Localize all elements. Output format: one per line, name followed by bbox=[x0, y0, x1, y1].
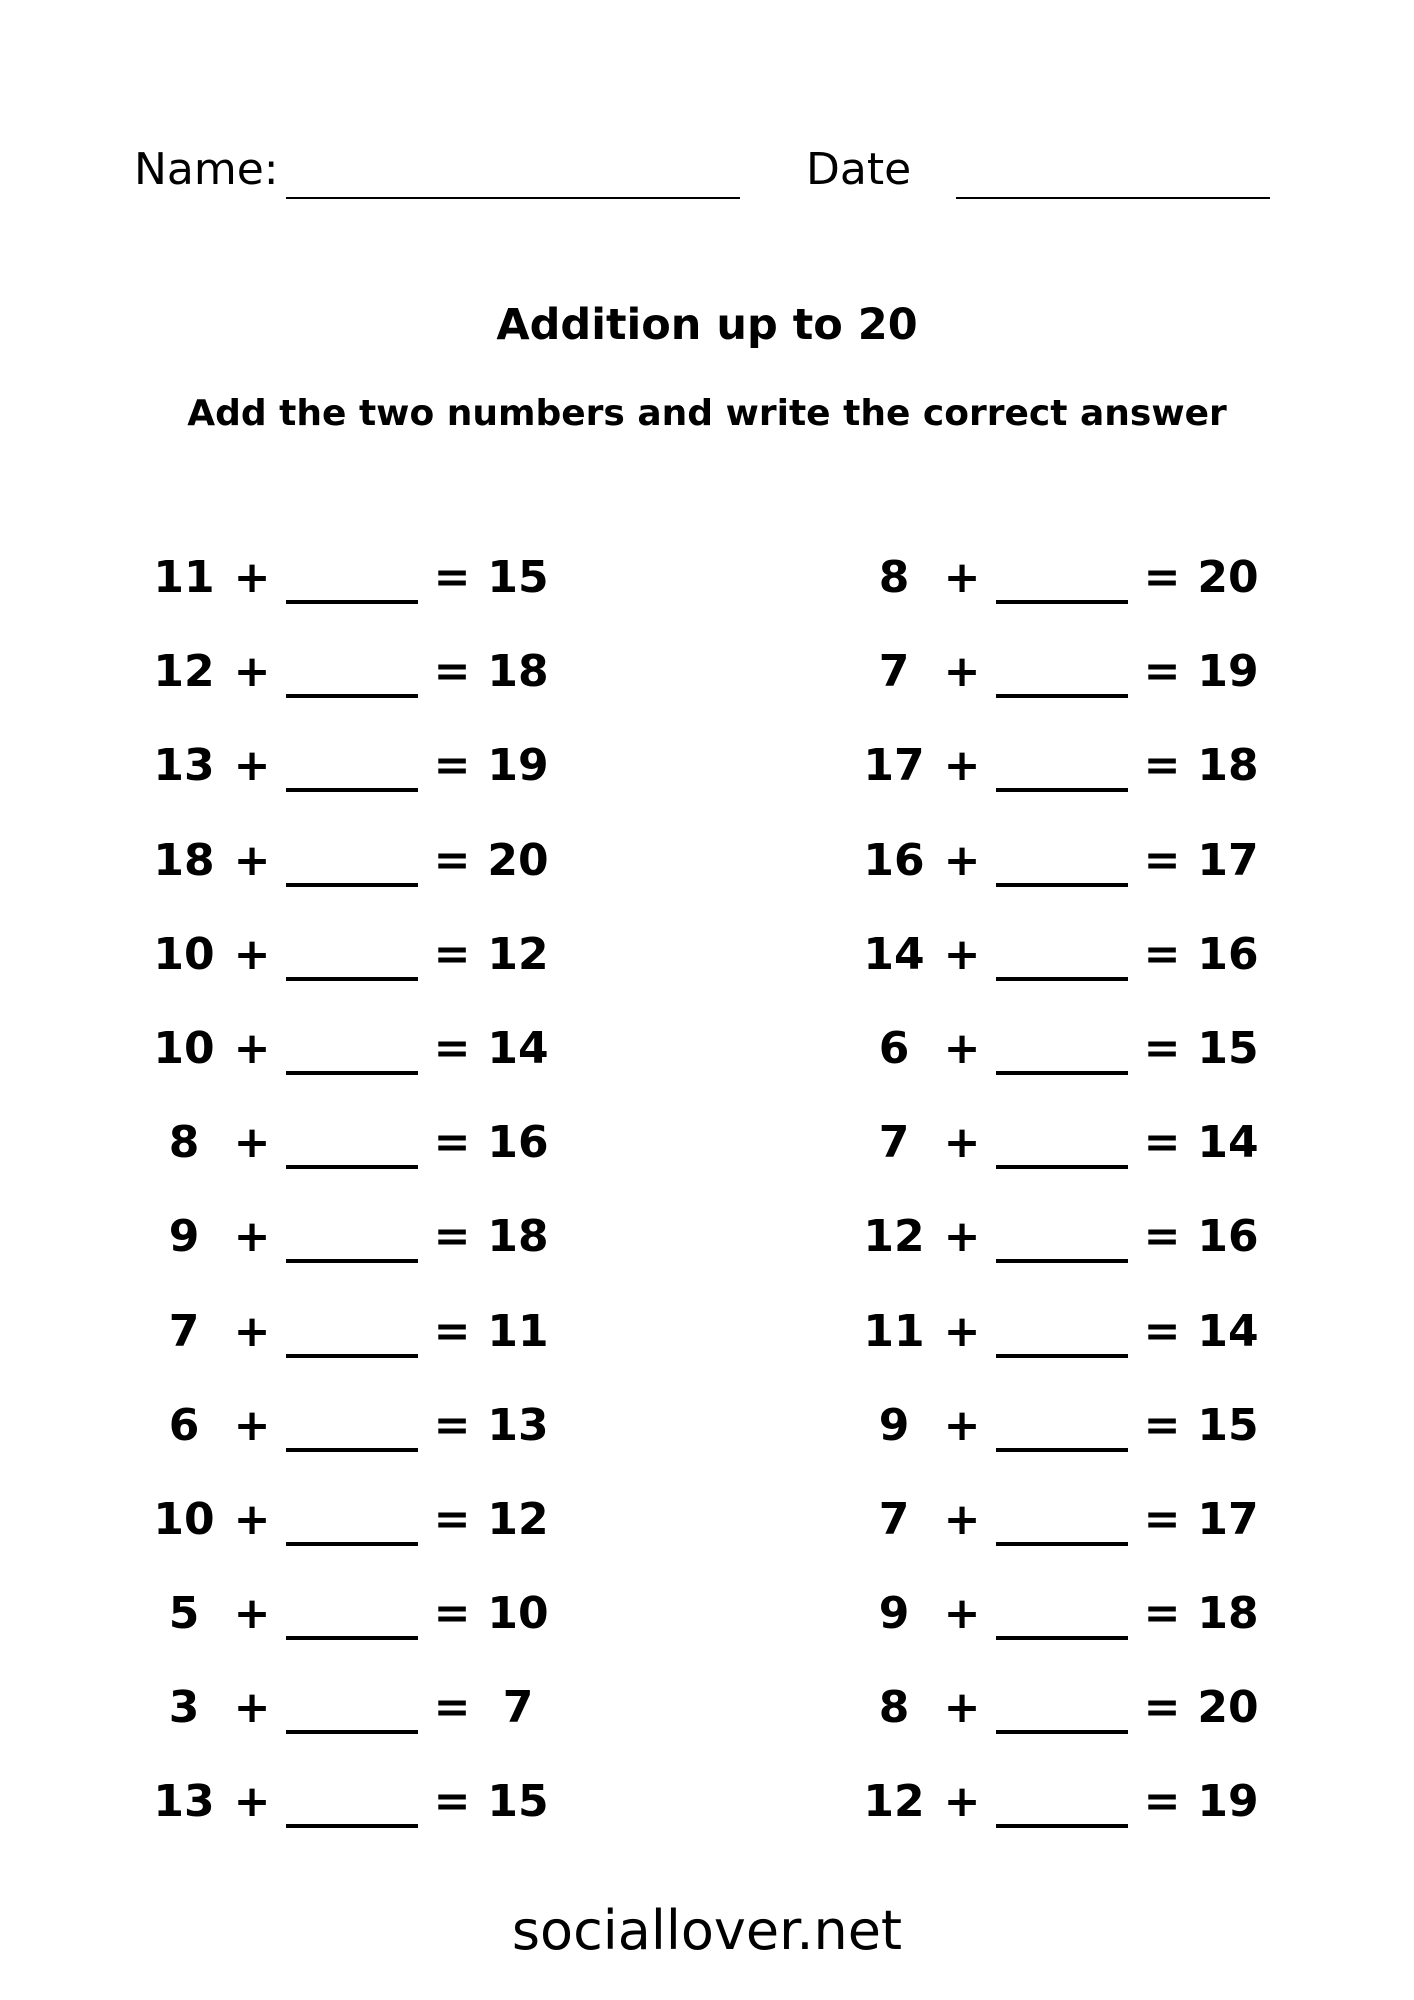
problem-row bbox=[850, 1396, 1410, 1490]
plus-sign: + bbox=[943, 834, 981, 886]
plus-sign: + bbox=[233, 740, 271, 792]
equals-sign: = bbox=[433, 1682, 471, 1734]
plus-sign: + bbox=[233, 1211, 271, 1263]
plus-sign: + bbox=[233, 1022, 271, 1074]
problem-row bbox=[850, 1113, 1410, 1207]
sum: 16 bbox=[1197, 1211, 1259, 1263]
answer-blank[interactable] bbox=[996, 1165, 1128, 1169]
problem-row bbox=[850, 548, 1410, 642]
problem-row bbox=[140, 548, 700, 642]
plus-sign: + bbox=[943, 1493, 981, 1545]
problems-column-left bbox=[140, 548, 700, 1867]
addend: 10 bbox=[153, 928, 215, 980]
answer-blank[interactable] bbox=[996, 1448, 1128, 1452]
equals-sign: = bbox=[433, 1399, 471, 1451]
equals-sign: = bbox=[1143, 1022, 1181, 1074]
answer-blank[interactable] bbox=[996, 600, 1128, 604]
answer-blank[interactable] bbox=[286, 788, 418, 792]
addend: 13 bbox=[153, 740, 215, 792]
sum: 17 bbox=[1197, 1493, 1259, 1545]
addend: 6 bbox=[168, 1399, 200, 1451]
equals-sign: = bbox=[433, 1493, 471, 1545]
answer-blank[interactable] bbox=[286, 600, 418, 604]
equals-sign: = bbox=[1143, 834, 1181, 886]
addend: 7 bbox=[878, 1493, 910, 1545]
problem-row bbox=[850, 1772, 1410, 1866]
sum: 13 bbox=[487, 1399, 549, 1451]
answer-blank[interactable] bbox=[286, 1824, 418, 1828]
addend: 8 bbox=[878, 1682, 910, 1734]
problem-row bbox=[850, 831, 1410, 925]
addend: 11 bbox=[153, 552, 215, 603]
equals-sign: = bbox=[433, 834, 471, 886]
answer-blank[interactable] bbox=[996, 1071, 1128, 1075]
plus-sign: + bbox=[233, 1682, 271, 1734]
answer-blank[interactable] bbox=[286, 883, 418, 887]
sum: 16 bbox=[487, 1117, 549, 1169]
answer-blank[interactable] bbox=[996, 1542, 1128, 1546]
problem-row bbox=[850, 642, 1410, 736]
equals-sign: = bbox=[433, 740, 471, 792]
answer-blank[interactable] bbox=[286, 694, 418, 698]
addend: 7 bbox=[878, 1117, 910, 1169]
sum: 14 bbox=[1197, 1117, 1259, 1169]
addend: 12 bbox=[153, 646, 215, 698]
sum: 16 bbox=[1197, 928, 1259, 980]
equals-sign: = bbox=[433, 646, 471, 698]
problem-row bbox=[140, 1113, 700, 1207]
problem-row bbox=[850, 1207, 1410, 1301]
worksheet-title: Addition up to 20 bbox=[496, 300, 918, 350]
addend: 9 bbox=[878, 1399, 910, 1451]
plus-sign: + bbox=[943, 1682, 981, 1734]
plus-sign: + bbox=[943, 1211, 981, 1263]
addend: 14 bbox=[863, 928, 925, 980]
answer-blank[interactable] bbox=[286, 1259, 418, 1263]
sum: 12 bbox=[487, 928, 549, 980]
sum: 20 bbox=[1197, 1682, 1259, 1734]
name-label: Name: bbox=[134, 144, 279, 195]
equals-sign: = bbox=[433, 552, 471, 603]
problems-column-right bbox=[850, 548, 1410, 1867]
addend: 3 bbox=[168, 1682, 200, 1734]
sum: 20 bbox=[487, 834, 549, 886]
answer-blank[interactable] bbox=[996, 694, 1128, 698]
answer-blank[interactable] bbox=[996, 1354, 1128, 1358]
addend: 6 bbox=[878, 1022, 910, 1074]
equals-sign: = bbox=[1143, 1682, 1181, 1734]
plus-sign: + bbox=[943, 1776, 981, 1828]
sum: 19 bbox=[1197, 1776, 1259, 1828]
equals-sign: = bbox=[1143, 1493, 1181, 1545]
addend: 13 bbox=[153, 1776, 215, 1828]
problem-row bbox=[140, 1019, 700, 1113]
answer-blank[interactable] bbox=[286, 1636, 418, 1640]
sum: 10 bbox=[487, 1588, 549, 1640]
answer-blank[interactable] bbox=[996, 1259, 1128, 1263]
answer-blank[interactable] bbox=[286, 1730, 418, 1734]
equals-sign: = bbox=[1143, 1776, 1181, 1828]
addend: 9 bbox=[168, 1211, 200, 1263]
equals-sign: = bbox=[1143, 1117, 1181, 1169]
plus-sign: + bbox=[943, 552, 981, 603]
equals-sign: = bbox=[1143, 552, 1181, 603]
answer-blank[interactable] bbox=[996, 1636, 1128, 1640]
addend: 8 bbox=[878, 552, 910, 603]
answer-blank[interactable] bbox=[996, 1824, 1128, 1828]
problem-row bbox=[850, 1019, 1410, 1113]
equals-sign: = bbox=[433, 1588, 471, 1640]
addend: 18 bbox=[153, 834, 215, 886]
sum: 19 bbox=[487, 740, 549, 792]
addend: 5 bbox=[168, 1588, 200, 1640]
equals-sign: = bbox=[1143, 646, 1181, 698]
problem-row bbox=[140, 736, 700, 830]
date-label: Date bbox=[806, 144, 912, 195]
plus-sign: + bbox=[233, 646, 271, 698]
addend: 10 bbox=[153, 1022, 215, 1074]
plus-sign: + bbox=[233, 834, 271, 886]
plus-sign: + bbox=[943, 1588, 981, 1640]
problem-row bbox=[140, 831, 700, 925]
equals-sign: = bbox=[1143, 740, 1181, 792]
sum: 11 bbox=[487, 1305, 549, 1357]
equals-sign: = bbox=[433, 1305, 471, 1357]
sum: 18 bbox=[1197, 740, 1259, 792]
answer-blank[interactable] bbox=[286, 1165, 418, 1169]
sum: 14 bbox=[487, 1022, 549, 1074]
problem-row bbox=[850, 1490, 1410, 1584]
problem-row bbox=[140, 1207, 700, 1301]
equals-sign: = bbox=[1143, 928, 1181, 980]
plus-sign: + bbox=[943, 740, 981, 792]
equals-sign: = bbox=[433, 1211, 471, 1263]
addend: 11 bbox=[863, 1305, 925, 1357]
answer-blank[interactable] bbox=[286, 1448, 418, 1452]
addend: 7 bbox=[168, 1305, 200, 1357]
sum: 12 bbox=[487, 1493, 549, 1545]
answer-blank[interactable] bbox=[996, 788, 1128, 792]
sum: 19 bbox=[1197, 646, 1259, 698]
plus-sign: + bbox=[233, 1399, 271, 1451]
answer-blank[interactable] bbox=[996, 883, 1128, 887]
addend: 17 bbox=[863, 740, 925, 792]
answer-blank[interactable] bbox=[286, 977, 418, 981]
problem-row bbox=[140, 1772, 700, 1866]
problem-row bbox=[140, 925, 700, 1019]
addend: 12 bbox=[863, 1776, 925, 1828]
plus-sign: + bbox=[233, 1588, 271, 1640]
sum: 15 bbox=[487, 552, 549, 603]
plus-sign: + bbox=[943, 1117, 981, 1169]
answer-blank[interactable] bbox=[286, 1071, 418, 1075]
sum: 15 bbox=[487, 1776, 549, 1828]
plus-sign: + bbox=[233, 552, 271, 603]
plus-sign: + bbox=[233, 1776, 271, 1828]
problem-row bbox=[140, 1584, 700, 1678]
problem-row bbox=[850, 1584, 1410, 1678]
answer-blank[interactable] bbox=[286, 1354, 418, 1358]
answer-blank[interactable] bbox=[286, 1542, 418, 1546]
plus-sign: + bbox=[233, 1305, 271, 1357]
answer-blank[interactable] bbox=[996, 977, 1128, 981]
plus-sign: + bbox=[943, 1399, 981, 1451]
sum: 15 bbox=[1197, 1022, 1259, 1074]
plus-sign: + bbox=[943, 1022, 981, 1074]
addend: 16 bbox=[863, 834, 925, 886]
sum: 18 bbox=[487, 646, 549, 698]
problem-row bbox=[140, 1396, 700, 1490]
problem-row bbox=[140, 1490, 700, 1584]
addend: 12 bbox=[863, 1211, 925, 1263]
equals-sign: = bbox=[1143, 1399, 1181, 1451]
sum: 15 bbox=[1197, 1399, 1259, 1451]
problem-row bbox=[850, 1302, 1410, 1396]
addend: 9 bbox=[878, 1588, 910, 1640]
answer-blank[interactable] bbox=[996, 1730, 1128, 1734]
sum: 20 bbox=[1197, 552, 1259, 603]
plus-sign: + bbox=[943, 646, 981, 698]
plus-sign: + bbox=[943, 1305, 981, 1357]
problem-row bbox=[140, 1302, 700, 1396]
problem-row bbox=[850, 925, 1410, 1019]
sum: 18 bbox=[1197, 1588, 1259, 1640]
problem-row bbox=[850, 736, 1410, 830]
worksheet-instructions: Add the two numbers and write the correct answer bbox=[187, 393, 1227, 434]
sum: 7 bbox=[502, 1682, 534, 1734]
plus-sign: + bbox=[233, 1117, 271, 1169]
equals-sign: = bbox=[433, 1117, 471, 1169]
footer-website: sociallover.net bbox=[511, 1899, 903, 1962]
equals-sign: = bbox=[433, 928, 471, 980]
problem-row bbox=[140, 642, 700, 736]
problem-row bbox=[850, 1678, 1410, 1772]
addend: 7 bbox=[878, 646, 910, 698]
equals-sign: = bbox=[1143, 1305, 1181, 1357]
sum: 18 bbox=[487, 1211, 549, 1263]
problem-row bbox=[140, 1678, 700, 1772]
equals-sign: = bbox=[1143, 1588, 1181, 1640]
equals-sign: = bbox=[1143, 1211, 1181, 1263]
plus-sign: + bbox=[233, 1493, 271, 1545]
addend: 10 bbox=[153, 1493, 215, 1545]
sum: 17 bbox=[1197, 834, 1259, 886]
sum: 14 bbox=[1197, 1305, 1259, 1357]
equals-sign: = bbox=[433, 1776, 471, 1828]
plus-sign: + bbox=[233, 928, 271, 980]
plus-sign: + bbox=[943, 928, 981, 980]
equals-sign: = bbox=[433, 1022, 471, 1074]
addend: 8 bbox=[168, 1117, 200, 1169]
